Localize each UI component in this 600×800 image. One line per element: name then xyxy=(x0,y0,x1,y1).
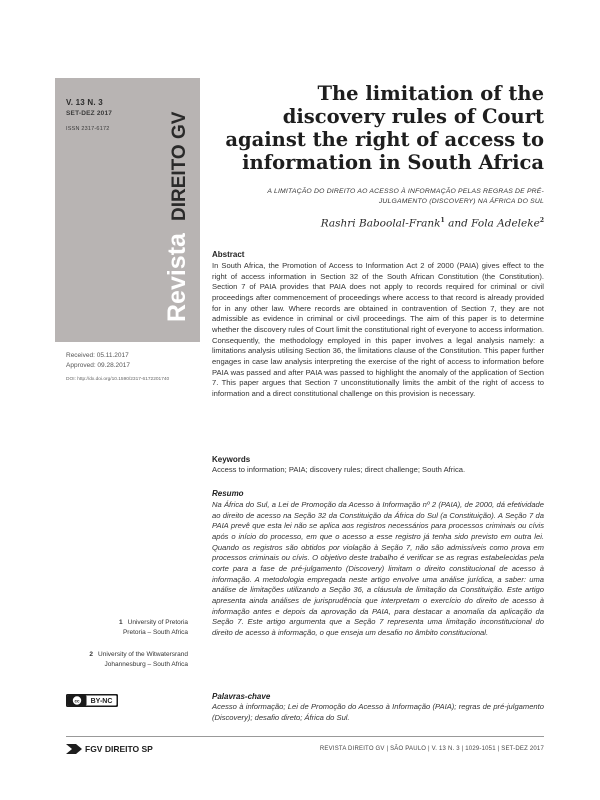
affiliation-number: 2 xyxy=(89,651,94,658)
cc-license-badge[interactable] xyxy=(66,694,118,707)
article-subtitle: A LIMITAÇÃO DO DIREITO AO ACESSO À INFORMAÇÃO PELAS REGRAS DE PRÉ-JULGAMENTO (DISCOVERY) NA ÁFRICA DO SUL xyxy=(267,188,544,205)
author-line xyxy=(321,217,544,230)
svg-text:cc: cc xyxy=(74,698,80,704)
affiliation-institution: University of the Witwatersrand xyxy=(98,651,188,658)
issn: ISSN 2317-6172 xyxy=(66,126,110,132)
affiliation-2 xyxy=(89,650,188,669)
palavras-chave-text: Acesso à informação; Lei de Promoção do Acesso à Informação (PAIA); regras de pré-julgamento (Discovery); desafio direto; África do Sul. xyxy=(212,702,544,722)
affiliation-location: Pretoria – South Africa xyxy=(122,628,188,636)
affiliation-institution: University of Pretoria xyxy=(127,619,188,626)
abstract-heading: Abstract xyxy=(212,250,245,259)
palavras-chave-heading: Palavras-chave xyxy=(212,692,271,701)
license-label: BY-NC xyxy=(90,698,113,706)
fgv-arrow-icon xyxy=(66,744,82,754)
keywords-text: Access to information; PAIA; discovery rules; direct challenge; South Africa. xyxy=(212,465,466,474)
resumo-text: Na África do Sul, a Lei de Promoção da Acesso à Informação nº 2 (PAIA), de 2000, dá efetividade ao direito de acesso na Seção 32 da Constituição da África do Sul (a Constituição). A Seção 7 da PAIA prevê que esta lei não se aplica aos registros necessários para processos criminais ou cívis após o início do processo, em que o acesso a esse registro já tenha sido previsto em outra lei. Quando os registros são obtidos por violação à Seção 7, não são admissíveis como prova em processos criminais ou cívis. O objetivo deste trabalho é verificar se as regras estabelecidas pela corte para a fase de pré-julgamento (Discovery) limitam o direito constitucional de acesso à informação. A metodologia empregada neste artigo envolve uma análise jurídica, a saber: uma análise de limitações utilizando a Seção 36, a cláusula de limitação da Constituição. Este artigo apresenta ainda análises de jurisprudência que interpretam o exercício do direito de acesso à informação antes e depois da aprovação da PAIA, para destacar a anomalia da aplicação da Seção 7. Este artigo argumenta que a Seção 7 representa uma limitação inconstitucional do direito de acesso à informação, o que enseja um desafio no âmbito constitucional. xyxy=(212,500,544,637)
abstract-text: In South Africa, the Promotion of Access to Information Act 2 of 2000 (PAIA) gives effect to the right of access information in Section 32 of the South African Constitution (the Constitution). Section 7 of PAIA provides that PAIA does not apply to records required for criminal or civil proceedings after commencement of proceedings where access to that record is already provided for in any other law. Where records are obtained in contravention of Section 7, they are not admissible as evidence in criminal or civil proceedings. The aim of this paper is to determine whether the discovery rules of Court limit the constitutional right of everyone to access information. Consequently, the methodology employed in this paper involves a legal analysis namely: a limitations analysis utilising Section 36, the limitations clause of the Constitution. This paper further engages in case law analysis interpreting the exercise of the right of access to information before PAIA was passed and after PAIA was passed to highlight the anomaly of the application of Section 7. This paper argues that Section 7 unconstitutionally limits the ambit of the right of access to information and a direct constitutional challenge on this provision is necessary. xyxy=(212,261,544,398)
affiliation-1 xyxy=(119,618,188,637)
journal-logo xyxy=(163,86,197,322)
author-affiliation-mark: 2 xyxy=(539,217,544,224)
issue-date: SET-DEZ 2017 xyxy=(66,110,113,117)
approved-date: Approved: 09.28.2017 xyxy=(66,362,130,369)
logo-word-revista: Revista xyxy=(163,233,191,322)
publisher-logo xyxy=(66,744,153,754)
author-name: Fola Adeleke xyxy=(471,217,540,230)
article-title: The limitation of the discovery rules of Court against the right of access to information in South Africa xyxy=(225,82,544,174)
volume-number: V. 13 N. 3 xyxy=(66,98,103,107)
resumo-heading: Resumo xyxy=(212,489,244,498)
author-name: Rashri Baboolal-Frank xyxy=(320,217,441,230)
footer-divider xyxy=(66,736,544,737)
affiliation-location: Johannesburg – South Africa xyxy=(104,660,188,668)
doi-link[interactable]: DOI: http://dx.doi.org/10.1590/2317-6172201740 xyxy=(66,377,170,382)
logo-word-direitogv: DIREITO GV xyxy=(169,111,190,221)
footer-citation: REVISTA DIREITO GV | SÃO PAULO | V. 13 N. 3 | 1029-1051 | SET-DEZ 2017 xyxy=(319,746,544,752)
affiliation-number: 1 xyxy=(119,619,123,626)
author-affiliation-mark: 1 xyxy=(440,217,445,224)
publisher-name: FGV DIREITO SP xyxy=(85,744,153,754)
received-date: Received: 05.11.2017 xyxy=(66,352,129,359)
author-conjunction: and xyxy=(448,217,468,230)
keywords-heading: Keywords xyxy=(212,455,251,464)
